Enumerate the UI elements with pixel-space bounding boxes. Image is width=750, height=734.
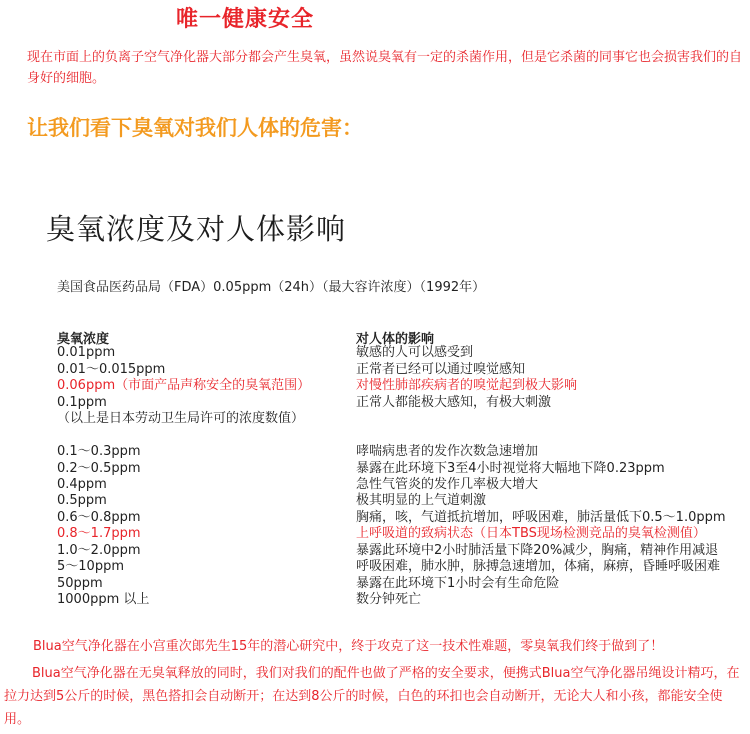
concentration-cell: 5～10ppm bbox=[57, 559, 124, 574]
effect-cell: 正常者已经可以通过嗅觉感知 bbox=[356, 362, 526, 377]
intro-paragraph: 现在市面上的负离子空气净化器大部分都会产生臭氧，虽然说臭氧有一定的杀菌作用，但是它杀菌的同事它也会损害我们的自身好的细胞。 bbox=[27, 50, 743, 86]
concentration-cell: 0.01～0.015ppm bbox=[57, 362, 166, 377]
concentration-cell: 0.8～1.7ppm bbox=[57, 526, 141, 541]
concentration-cell: 0.5ppm bbox=[57, 493, 107, 508]
effect-cell: 极其明显的上气道刺激 bbox=[356, 493, 487, 508]
effect-cell: 暴露此环境中2小时肺活量下降20%减少，胸痛，精神作用减退 bbox=[356, 543, 719, 558]
fda-note: 美国食品医药品局（FDA）0.05ppm（24h）（最大容许浓度）（1992年） bbox=[57, 280, 486, 295]
concentration-cell: 0.4ppm bbox=[57, 477, 107, 492]
concentration-cell: 0.1ppm bbox=[57, 395, 107, 410]
concentration-cell: 0.01ppm bbox=[57, 345, 116, 360]
effect-cell: 敏感的人可以感受到 bbox=[356, 345, 474, 360]
effect-cell: 上呼吸道的致病状态（日本TBS现场检测竞品的臭氧检测值） bbox=[356, 526, 706, 541]
section-subheading: 让我们看下臭氧对我们人体的危害： bbox=[27, 116, 363, 140]
effect-cell: 暴露在此环境下1小时会有生命危险 bbox=[356, 576, 560, 591]
concentration-cell: 0.6～0.8ppm bbox=[57, 510, 141, 525]
effect-cell: 暴露在此环境下3至4小时视觉将大幅地下降0.23ppm bbox=[356, 461, 665, 476]
concentration-cell: 1000ppm 以上 bbox=[57, 592, 150, 607]
concentration-header: 臭氧浓度 bbox=[57, 332, 110, 347]
effect-cell: 正常人都能极大感知，有极大刺激 bbox=[356, 395, 552, 410]
concentration-cell: 50ppm bbox=[57, 576, 103, 591]
effect-cell: 呼吸困难，肺水肿，脉搏急速增加，体痛，麻痹，昏睡呼吸困难 bbox=[356, 559, 721, 574]
effect-header: 对人体的影响 bbox=[356, 332, 435, 347]
concentration-cell: 0.1～0.3ppm bbox=[57, 444, 141, 459]
page-heading: 唯一健康安全 bbox=[175, 7, 314, 32]
effect-cell: 哮喘病患者的发作次数急速增加 bbox=[356, 444, 539, 459]
chart-title: 臭氧浓度及对人体影响 bbox=[46, 212, 347, 246]
effect-cell: 数分钟死亡 bbox=[356, 592, 422, 607]
footer-paragraph: Blua空气净化器在无臭氧释放的同时，我们对我们的配件也做了严格的安全要求，便携式Blua空气净化器吊绳设计精巧，在拉力达到5公斤的时候，黑色搭扣会自动断开；在达到8公斤的时候，白色的环扣也会自动断开，无论大人和小孩，都能安全使用。 bbox=[4, 666, 740, 727]
effect-cell: 对慢性肺部疾病者的嗅觉起到极大影响 bbox=[356, 378, 578, 393]
concentration-cell: 0.06ppm（市面产品声称安全的臭氧范围） bbox=[57, 378, 311, 393]
effect-cell: 急性气管炎的发作几率极大增大 bbox=[356, 477, 539, 492]
concentration-cell: 1.0～2.0ppm bbox=[57, 543, 141, 558]
effect-cell: 胸痛，咳，气道抵抗增加，呼吸困难，肺活量低下0.5～1.0ppm bbox=[356, 510, 726, 525]
concentration-cell: 0.2～0.5ppm bbox=[57, 461, 141, 476]
concentration-cell: （以上是日本劳动卫生局许可的浓度数值） bbox=[57, 411, 305, 426]
footer-claim: Blua空气净化器在小宫重次郎先生15年的潜心研究中，终于攻克了这一技术性难题，零臭氧我们终于做到了！ bbox=[33, 639, 664, 654]
